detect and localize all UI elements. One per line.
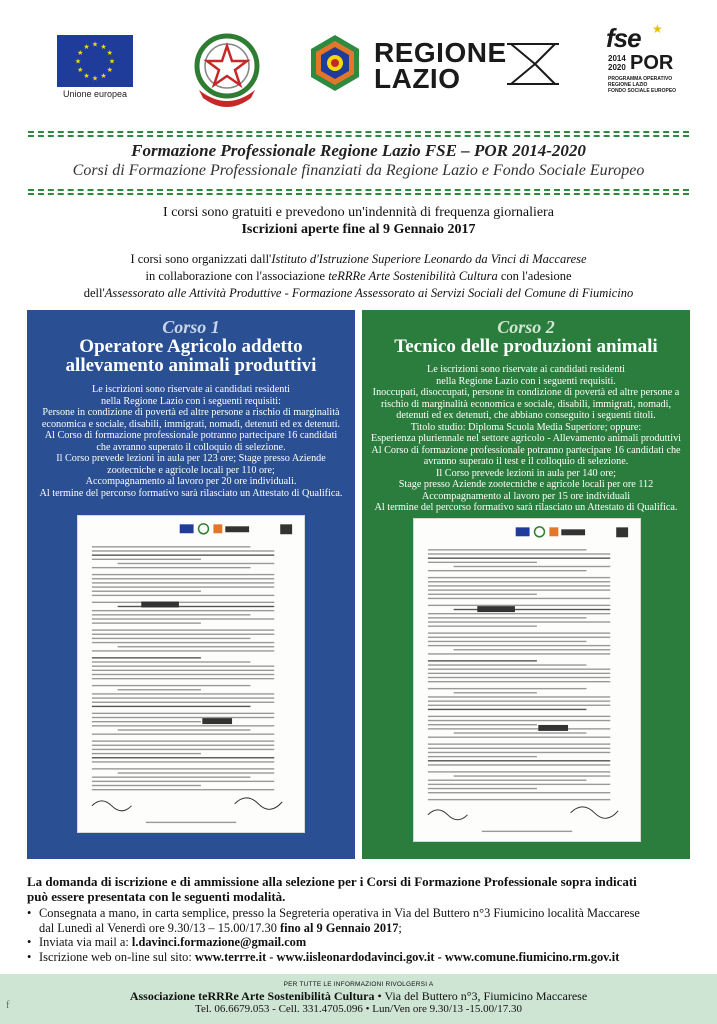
footer-organization <box>0 989 717 1003</box>
doc-text-line <box>92 622 201 623</box>
fse-mark: fse <box>606 23 641 53</box>
regione-lazio-crest-icon <box>305 33 365 93</box>
doc-text-line <box>92 629 274 630</box>
doc-stamp-date <box>477 606 515 612</box>
web-label: Iscrizione web on-line sul sito: <box>39 949 195 964</box>
doc-text-line <box>428 553 610 554</box>
application-heading-line1: La domanda di iscrizione e di ammissione alla selezione per i Corsi di Formazione Professionale sopra indicati <box>27 874 637 889</box>
doc-emblem-icon <box>199 524 209 534</box>
course-2-name <box>362 337 690 356</box>
course-2-number: Corso 2 <box>497 317 555 337</box>
course-2-description-line-1: Le iscrizioni sono riservate ai candidati residenti <box>426 364 626 375</box>
regione-lazio-x-icon <box>505 36 561 92</box>
course-1-name <box>27 337 355 375</box>
doc-stamp-date <box>538 725 568 731</box>
doc-text-line <box>92 776 251 777</box>
doc-text-line <box>92 785 201 786</box>
doc-text-line <box>428 549 587 550</box>
doc-text-line <box>428 764 610 765</box>
org-institute: Istituto d'Istruzione Superiore Leonardo da Vinci di Maccarese <box>271 252 587 266</box>
doc-text-line <box>92 768 274 769</box>
fse-caption-1: PROGRAMMA OPERATIVO <box>608 76 673 82</box>
method-hand-delivery <box>27 906 697 935</box>
course-1-description-line-8: zootecniche e agricole locali per 110 ore; <box>107 464 275 476</box>
eu-star-icon: ★ <box>91 40 99 49</box>
doc-signature <box>571 807 619 818</box>
doc-text-line <box>454 649 611 650</box>
footer-address: Via del Buttero n°3, Fiumicino Maccarese <box>384 989 588 1003</box>
course-1-form-image <box>77 515 305 833</box>
fse-caption-2: REGIONE LAZIO <box>608 82 648 88</box>
org-assessorato: Assessorato alle Attività Produttive - Formazione Assessorato ai Servizi Sociali del Comune di Fiumicino <box>104 286 634 300</box>
course-2-description-line-13: Al termine del percorso formativo sarà rilasciato un Attestato di Qualifica. <box>374 502 678 513</box>
hand-delivery-deadline: fino al 9 Gennaio 2017 <box>280 920 399 935</box>
doc-text-line <box>92 618 274 619</box>
doc-text-line <box>92 650 274 651</box>
course-1-name-line2: allevamento animali produttivi <box>65 355 317 376</box>
regione-lazio-wordmark <box>374 37 507 94</box>
doc-text-line <box>92 789 274 790</box>
doc-text-line <box>428 700 610 701</box>
doc-text-line <box>92 721 201 722</box>
doc-text-line <box>428 792 610 793</box>
doc-text-line <box>92 674 274 675</box>
course-2-form-image <box>413 518 641 842</box>
footer-org-name: Associazione teRRRe Arte Sostenibilità Cultura <box>129 989 375 1003</box>
doc-footer-line <box>482 831 572 832</box>
doc-text-line <box>428 617 587 618</box>
doc-text-line <box>92 685 251 686</box>
course-2-description <box>362 364 690 514</box>
doc-text-line <box>92 559 201 560</box>
course-2-description-line-12: Accompagnamento al lavoro per 15 ore individuali <box>421 490 631 502</box>
course-2-description-line-10: Il Corso prevede lezioni in aula per 140 ore; <box>436 467 616 479</box>
course-1-description-line-5: Al Corso di formazione professionale potranno partecipare 16 candidati <box>44 430 338 441</box>
doc-region-wordmark <box>225 526 249 532</box>
doc-text-line <box>428 716 610 717</box>
course-1-name-line1: Operatore Agricolo addetto <box>79 336 303 357</box>
fse-por: POR <box>630 52 674 74</box>
doc-text-line <box>428 641 587 642</box>
doc-text-line <box>454 775 611 776</box>
doc-text-line <box>92 595 274 596</box>
region-name-line1: REGIONE <box>374 37 507 68</box>
doc-text-line <box>428 760 610 761</box>
course-2-description-line-11: Stage presso Aziende zootecniche e agricole locali per ore 112 <box>398 479 654 490</box>
doc-text-line <box>428 557 610 558</box>
doc-text-line <box>428 594 537 595</box>
divider-mid-1 <box>28 189 689 191</box>
eu-star-icon: ★ <box>106 66 113 74</box>
italian-republic-emblem-icon <box>189 30 265 110</box>
divider-top-1 <box>28 131 689 133</box>
doc-text-line <box>118 729 251 730</box>
org-line2-text: in collaborazione con l'associazione <box>145 269 329 283</box>
doc-eu-flag-icon <box>516 527 530 536</box>
course-1-description-line-4: economica e sociale, disabili, immigrati, nomadi, detenuti ed ex detenuti. <box>41 418 341 430</box>
doc-text-line <box>92 697 274 698</box>
eu-star-icon: ★ <box>108 57 116 66</box>
doc-text-line <box>428 664 587 665</box>
doc-text-line <box>92 634 274 635</box>
doc-text-line <box>428 752 610 753</box>
doc-text-line <box>92 661 251 662</box>
region-name-line2: LAZIO <box>374 63 461 94</box>
course-1-description-line-7: Il Corso prevede lezioni in aula per 123 ore; Stage presso Aziende <box>56 453 326 464</box>
doc-text-line <box>428 660 537 661</box>
course-2-name-line1: Tecnico delle produzioni animali <box>394 336 658 357</box>
web-sites-links[interactable]: www.terrre.it - www.iisleonardodavinci.gov.it - www.comune.fiumicino.rm.gov.it <box>194 949 620 964</box>
doc-text-line <box>428 799 610 800</box>
doc-text-line <box>428 748 610 749</box>
doc-text-line <box>118 606 275 607</box>
course-1-description-line-6: che avranno superato il colloquio di selezione. <box>96 441 286 453</box>
doc-text-line <box>92 610 274 611</box>
application-heading <box>27 874 697 904</box>
doc-text-line <box>428 705 610 706</box>
doc-text-line <box>92 586 274 587</box>
fse-years <box>608 54 626 72</box>
course-2-description-line-9: avranno superato il test e il colloquio di selezione. <box>423 456 629 467</box>
doc-text-line <box>118 563 275 564</box>
doc-text-line <box>428 598 610 599</box>
eu-star-icon: ★ <box>106 49 113 57</box>
doc-text-line <box>428 645 610 646</box>
course-1-description <box>27 384 355 499</box>
doc-text-line <box>92 678 274 679</box>
doc-text-line <box>92 693 274 694</box>
intro-free-courses: I corsi sono gratuiti e prevedono un'indennità di frequenza giornaliera <box>163 205 554 220</box>
eu-star-icon: ★ <box>91 74 99 83</box>
footer-info-label: PER TUTTE LE INFORMAZIONI RIVOLGERSI A <box>283 981 434 988</box>
doc-signature <box>235 798 283 809</box>
doc-stamp-date <box>202 718 232 724</box>
divider-mid-2 <box>28 193 689 195</box>
course-2-description-line-8: Al Corso di formazione professionale potranno partecipare 16 candidati che <box>371 444 681 456</box>
doc-text-line <box>428 780 587 781</box>
doc-text-line <box>92 757 274 758</box>
fse-caption-3: FONDO SOCIALE EUROPEO <box>608 88 677 94</box>
doc-fse-icon <box>280 524 292 534</box>
doc-text-line <box>428 570 587 571</box>
footer-contacts: Tel. 06.6679.053 - Cell. 331.4705.096 • Lun/Ven ore 9.30/13 -15.00/17.30 <box>195 1003 522 1015</box>
doc-text-line <box>428 581 610 582</box>
doc-text-line <box>92 550 274 551</box>
doc-text-line <box>428 720 610 721</box>
eu-star-icon: ★ <box>74 57 82 66</box>
doc-text-line <box>92 753 201 754</box>
doc-emblem-icon <box>535 527 545 537</box>
eu-star-icon: ★ <box>77 49 84 57</box>
doc-text-line <box>428 577 610 578</box>
course-1-description-line-2: nella Regione Lazio con i seguenti requisiti: <box>101 395 281 407</box>
doc-text-line <box>92 582 274 583</box>
course-1-description-line-1: Le iscrizioni sono riservate ai candidati residenti <box>91 384 291 395</box>
doc-text-line <box>428 585 610 586</box>
doc-text-line <box>428 637 610 638</box>
doc-text-line <box>428 632 610 633</box>
doc-text-line <box>428 677 610 678</box>
course-2-panel <box>362 310 690 859</box>
application-heading-line2: può essere presentata con le seguenti modalità. <box>27 889 286 904</box>
doc-text-line <box>92 642 274 643</box>
doc-text-line <box>428 625 537 626</box>
doc-footer-line <box>146 822 236 823</box>
course-1-description-line-10: Al termine del percorso formativo sarà rilasciato un Attestato di Qualifica. <box>39 487 343 499</box>
doc-text-line <box>92 602 274 603</box>
doc-text-line <box>92 702 274 703</box>
doc-text-line <box>92 761 274 762</box>
doc-eu-flag-icon <box>180 524 194 533</box>
doc-text-line <box>92 591 201 592</box>
doc-text-line <box>428 673 610 674</box>
hand-delivery-hours: dal Lunedì al Venerdì ore 9.30/13 – 15.00/17.30 <box>39 920 280 935</box>
doc-text-line <box>92 733 274 734</box>
eu-star-icon: ★ <box>83 42 90 51</box>
fse-caption <box>608 76 678 94</box>
eu-star-icon: ★ <box>77 66 84 74</box>
doc-text-line <box>428 605 610 606</box>
eu-label: Unione europea <box>63 89 128 99</box>
doc-signature <box>92 801 132 811</box>
hand-delivery-end: ; <box>398 920 402 935</box>
doc-text-line <box>428 743 610 744</box>
doc-text-line <box>92 546 251 547</box>
method-web <box>27 950 697 965</box>
course-2-description-line-7: Esperienza pluriennale nel settore agricolo - Allevamento animali produttivi <box>370 433 682 444</box>
doc-signature <box>428 810 468 820</box>
doc-text-line <box>92 670 274 671</box>
eu-flag-icon <box>57 35 133 87</box>
doc-text-line <box>428 728 610 729</box>
doc-text-line <box>428 771 610 772</box>
page-subtitle: Corsi di Formazione Professionale finanziati da Regione Lazio e Fondo Sociale Europeo <box>72 162 645 179</box>
doc-text-line <box>428 669 610 670</box>
eu-star-icon: ★ <box>100 72 107 81</box>
doc-text-line <box>428 589 610 590</box>
doc-text-line <box>92 749 274 750</box>
course-1-description-line-9: Accompagnamento al lavoro per 20 ore individuali. <box>85 476 297 487</box>
doc-text-line <box>454 732 587 733</box>
page-title: Formazione Professionale Regione Lazio FSE – POR 2014-2020 <box>131 141 586 160</box>
doc-text-line <box>92 614 251 615</box>
document-thumbnail-icon <box>78 516 304 832</box>
fse-year-end: 2020 <box>608 63 626 72</box>
doc-text-line <box>428 562 537 563</box>
doc-text-line <box>92 567 251 568</box>
doc-text-line <box>92 657 201 658</box>
course-2-description-line-3: Inoccupati, disoccupati, persone in condizione di povertà ed altre persone a <box>372 387 680 398</box>
doc-text-line <box>92 574 274 575</box>
email-address-link[interactable]: l.davinci.formazione@gmail.com <box>131 935 307 949</box>
doc-text-line <box>428 724 537 725</box>
doc-text-line <box>428 788 537 789</box>
course-2-description-line-4: rischio di marginalità economica e sociale, disabili, immigrati, nomadi, <box>380 398 672 410</box>
doc-text-line <box>118 772 275 773</box>
doc-text-line <box>428 737 610 738</box>
doc-text-line <box>454 566 611 567</box>
doc-text-line <box>92 740 274 741</box>
doc-text-line <box>92 706 251 707</box>
course-2-description-line-2: nella Regione Lazio con i seguenti requisiti. <box>436 375 616 387</box>
course-1-panel <box>27 310 355 859</box>
doc-text-line <box>428 756 537 757</box>
organizers-text <box>20 251 697 302</box>
doc-text-line <box>92 665 274 666</box>
doc-text-line <box>118 646 275 647</box>
org-line3-text: dell' <box>83 286 105 300</box>
eu-star-icon: ★ <box>83 72 90 81</box>
doc-text-line <box>92 781 274 782</box>
course-2-description-line-6: Titolo studio: Diploma Scuola Media Superiore; oppure: <box>410 421 642 433</box>
fse-por-logo <box>606 22 677 106</box>
doc-text-line <box>92 745 274 746</box>
intro-deadline: Iscrizioni aperte fine al 9 Gennaio 2017 <box>241 222 476 237</box>
footer <box>0 974 717 1024</box>
org-line2-end: con l'adesione <box>497 269 572 283</box>
doc-text-line <box>428 681 610 682</box>
doc-text-line <box>428 709 587 710</box>
course-1-number: Corso 1 <box>162 317 220 337</box>
doc-text-line <box>428 688 587 689</box>
org-association: teRRRe Arte Sostenibilità Cultura <box>328 269 498 283</box>
course-2-description-line-5: detenuti ed ex detenuti, che abbiano conseguito i seguenti titoli. <box>396 410 656 421</box>
doc-region-wordmark <box>561 529 585 535</box>
doc-text-line <box>428 613 610 614</box>
doc-text-line <box>428 621 610 622</box>
doc-text-line <box>118 689 201 690</box>
doc-text-line <box>428 653 610 654</box>
fse-year-start: 2014 <box>608 54 626 63</box>
email-label: Inviata via mail a: <box>39 935 132 949</box>
doc-text-line <box>92 717 274 718</box>
doc-crest-icon <box>213 524 222 533</box>
doc-crest-icon <box>549 527 558 536</box>
doc-text-line <box>92 638 251 639</box>
logo-bar <box>0 0 717 120</box>
doc-text-line <box>92 713 274 714</box>
application-methods <box>27 906 697 964</box>
doc-text-line <box>428 696 610 697</box>
eu-star-icon: ★ <box>100 42 107 51</box>
doc-text-line <box>92 578 274 579</box>
course-1-description-line-3: Persone in condizione di povertà ed altre persone a rischio di marginalità <box>42 407 340 418</box>
document-thumbnail-icon <box>414 519 640 841</box>
star-icon: ★ <box>652 22 663 36</box>
doc-text-line <box>428 784 610 785</box>
doc-text-line <box>92 725 274 726</box>
footer-separator: • <box>374 989 385 1003</box>
org-line1-text: I corsi sono organizzati dall' <box>130 252 272 266</box>
doc-text-line <box>454 609 611 610</box>
doc-text-line <box>454 692 537 693</box>
doc-text-line <box>92 554 274 555</box>
hand-delivery-line1: • Consegnata a mano, in carta semplice, presso la Segreteria operativa in Via del Buttero n°3 Fiumicino località Maccarese <box>39 906 640 920</box>
doc-fse-icon <box>616 527 628 537</box>
doc-stamp-date <box>141 602 179 608</box>
method-email <box>27 935 697 950</box>
divider-top-2 <box>28 135 689 137</box>
corner-mark: f <box>6 1000 10 1011</box>
